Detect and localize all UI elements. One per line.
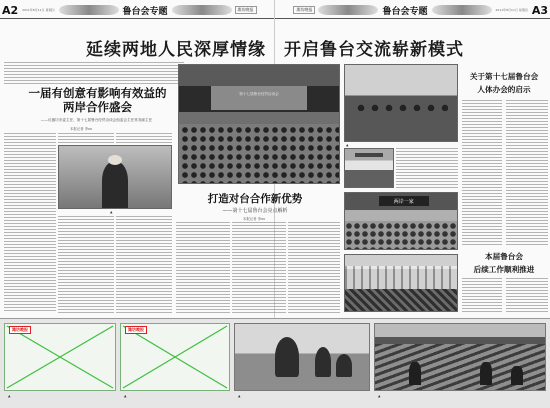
text-column (58, 133, 114, 143)
header-ornament (59, 5, 119, 15)
group-sign-text: 两岸一家 (393, 199, 414, 206)
person-head (108, 155, 121, 165)
center-article-byline: 本报记者 李xx (243, 217, 266, 221)
right-page-header (278, 3, 548, 17)
group-sign (379, 196, 429, 206)
text-column (506, 278, 548, 314)
tree (275, 337, 299, 377)
text-column (462, 278, 502, 314)
ad-tag: 潍坊晚报 (125, 326, 147, 334)
right-top-title-line1: 关于第十七届鲁台会 (469, 72, 539, 81)
tree (336, 354, 352, 377)
farmer-figure (409, 362, 421, 385)
greenhouse-photo (344, 254, 458, 312)
ad-tag: 潍坊晚报 (9, 326, 31, 334)
header-rule (0, 18, 550, 19)
farmer-figure (480, 362, 492, 385)
right-top-title-line2: 人体办会的启示 (477, 85, 531, 94)
greenhouse-plants (345, 289, 457, 311)
right-top-article-title (460, 70, 548, 96)
right-page-number: A3 (531, 3, 548, 17)
photo-caption: ▲ (110, 210, 113, 214)
conference-stage (211, 86, 307, 110)
photo-caption: ▲ (346, 143, 349, 147)
interview-photo (58, 145, 172, 209)
left-section-title: 鲁台会专题 (122, 6, 168, 17)
stage-backdrop (355, 153, 384, 157)
greenhouse-frame (345, 266, 457, 288)
right-page-date: 2011年8月11日 星期四 (495, 8, 528, 12)
banner-headline: 延续两地人民深厚情缘 开启鲁台交流崭新模式 (86, 40, 464, 60)
group-photo (344, 192, 458, 250)
text-column (396, 148, 458, 188)
text-column (4, 62, 184, 84)
text-column (58, 216, 114, 313)
farmer-figure (511, 366, 523, 384)
text-column (288, 222, 340, 314)
tree (315, 347, 331, 377)
left-page-date: 2011年8月11日 星期四 (22, 8, 55, 12)
text-column (506, 100, 548, 245)
left-page-header (2, 3, 272, 17)
ad-caption: ▲ (8, 394, 11, 398)
header-ornament (318, 5, 378, 15)
text-column (116, 216, 172, 313)
header-ornament (172, 5, 232, 15)
photo-caption: ▲ (378, 394, 381, 398)
text-column (176, 222, 230, 314)
left-article-title-line2: 两岸合作盛会 (63, 100, 132, 114)
meeting-photo (344, 64, 458, 142)
left-article-byline: 本报记者 李xx (70, 127, 93, 131)
left-page-number: A2 (2, 3, 19, 17)
signing-photo (344, 148, 394, 188)
left-article-title (20, 86, 175, 114)
audience (179, 124, 339, 183)
left-article-subtitle: ——访潍坊市委主任、第十七届鲁台经贸洽谈会组委会主任常务副主任 (40, 118, 153, 122)
text-column (462, 100, 502, 245)
center-article-title: 打造对台合作新优势 (207, 193, 303, 205)
bottom-ad-strip (0, 318, 550, 408)
right-section-title: 鲁台会专题 (382, 6, 428, 17)
ad-caption: ▲ (124, 394, 127, 398)
park-photo (234, 323, 370, 391)
text-column (116, 133, 172, 143)
center-article-subtitle: ——第十七届鲁台会亮点解析 (222, 208, 288, 214)
person-figure (102, 162, 129, 209)
left-brand-mark: 潍坊晚报 (235, 6, 257, 14)
ad-placeholder-2 (120, 323, 230, 391)
header-ornament (432, 5, 492, 15)
group-people (345, 221, 457, 249)
right-bottom-article-title (460, 250, 548, 276)
farm-photo (374, 323, 546, 391)
text-column (232, 222, 286, 314)
ad-placeholder-1 (4, 323, 116, 391)
stage-banner-text: 第十七届鲁台经贸洽谈会 (239, 92, 279, 97)
photo-caption: ▲ (238, 394, 241, 398)
right-brand-mark: 潍坊晚报 (293, 6, 315, 14)
seated-people (354, 101, 448, 110)
right-bottom-title-line2: 后续工作顺利推进 (473, 265, 535, 274)
text-column (4, 133, 56, 313)
conference-photo (178, 64, 340, 184)
right-bottom-title-line1: 本届鲁台会 (485, 252, 523, 261)
left-article-title-line1: 一届有创意有影响有效益的 (28, 86, 167, 100)
